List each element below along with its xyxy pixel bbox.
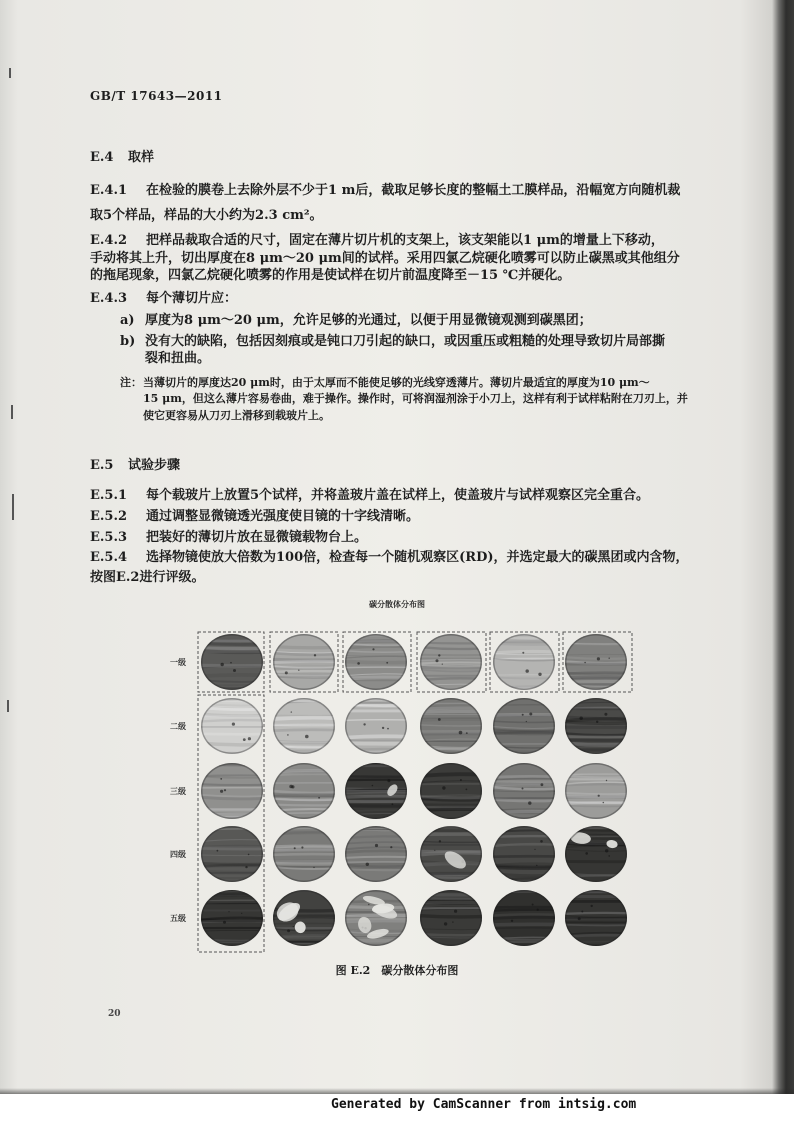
inclusion-speck [217,850,219,852]
inclusion-speck [526,669,529,672]
inclusion-speck [581,911,583,913]
inclusion-speck [223,921,226,924]
texture-streak [416,667,486,668]
inclusion-speck [526,721,527,722]
dispersion-sample-r4-c1 [197,825,267,882]
texture-streak [197,866,267,867]
texture-streak [197,848,267,849]
inclusion-speck [605,849,608,852]
texture-streak [561,681,631,682]
sample-texture [197,698,267,754]
inclusion-speck [291,785,294,788]
list-item-text-line: 裂和扭曲。 [145,351,211,366]
clause-text-line: 取5个样品，样品的大小约为2.3 cm²。 [90,208,323,223]
inclusion-speck [224,789,226,791]
inclusion-speck [248,737,251,740]
inclusion-speck [287,929,290,932]
texture-streak [341,919,411,920]
texture-streak [416,642,486,643]
texture-streak [416,830,486,831]
dispersion-sample-r3-c5 [489,763,559,819]
dispersion-sample-r1-c1 [197,632,267,690]
inclusion-speck [580,717,583,720]
texture-streak [489,799,559,801]
texture-streak [197,784,267,785]
list-item-text: 厚度为8 μm～20 μm，允许足够的光通过，以便于用显微镜观测到碳黑团； [145,313,592,328]
texture-streak [341,705,411,706]
inclusion-speck [248,854,250,856]
texture-streak [416,805,486,806]
list-item-text: 没有大的缺陷，包括因刻痕或是钝口刀引起的缺口，或因重压或粗糙的处理导致切片局部撕 [145,334,666,349]
inclusion-speck [368,904,369,905]
dispersion-sample-r2-c1 [197,698,267,754]
texture-streak [489,865,559,867]
inclusion-speck [434,850,435,851]
texture-streak [561,673,631,674]
sample-grid [197,632,631,946]
inclusion-speck [392,803,394,805]
row-label: 四级 [170,849,186,859]
clause-text: 通过调整显微镜透光强度使目镜的十字线清晰。 [146,509,420,524]
inclusion-speck [382,727,384,729]
dispersion-sample-r1-c6 [561,634,631,691]
inclusion-speck [538,673,541,676]
inclusion-speck [285,671,288,674]
dispersion-figure [150,620,650,960]
dispersion-sample-r1-c2 [269,634,339,690]
standard-number: GB/T 17643—2011 [90,89,223,103]
clause-text-line: 的拖尾现象，四氯乙烷硬化喷雾的作用是使试样在切片前温度降至－15 ℃并硬化。 [90,268,571,283]
inclusion-speck [578,917,581,920]
section-title: 取样 [128,150,155,165]
clause-text: 把装好的薄切片放在显微镜载物台上。 [146,530,368,545]
dispersion-sample-r2-c4 [416,698,486,754]
dispersion-sample-r2-c2 [269,698,339,754]
inclusion-speck [387,779,390,782]
inclusion-speck [606,780,607,781]
texture-streak [489,751,559,752]
inclusion-speck [541,783,544,786]
inclusion-speck [221,663,224,666]
inclusion-speck [452,921,453,922]
figure-caption: 图 E.2 碳分散体分布图 [335,964,459,977]
clause-e5-4 [90,550,689,566]
inclusion-speck [363,723,365,725]
dispersion-sample-r4-c2 [269,826,339,882]
dispersion-sample-r4-c6 [561,826,631,882]
clause-e4-2 [90,233,664,249]
inclusion-speck [287,734,289,736]
inclusion-speck [439,840,441,842]
texture-streak [561,684,631,685]
note-label: 注： [120,376,142,389]
texture-streak [489,687,559,688]
clause-number: E.4.2 [90,233,128,248]
list-marker: b) [120,334,136,349]
clause-text-line: 按图E.2进行评级。 [90,570,205,585]
inclusion-speck [294,847,296,849]
inclusion-speck [372,648,374,650]
clause-number: E.5.2 [90,509,128,524]
figure-title-small: 碳分散体分布图 [369,599,425,609]
inclusion-speck [232,723,235,726]
inclusion-speck [540,840,543,843]
texture-streak [489,910,559,911]
inclusion-speck [459,731,463,735]
inclusion-speck [511,920,513,922]
inclusion-speck [522,788,524,790]
texture-streak [416,908,486,909]
inclusion-speck [298,670,299,671]
texture-streak [197,704,267,706]
clause-number: E.5.4 [90,550,128,565]
texture-streak [341,736,411,738]
page-number: 20 [108,1009,121,1019]
scanner-footer: Generated by CamScanner from intsig.com [331,1097,637,1112]
inclusion-speck [522,714,524,716]
texture-streak [269,794,339,795]
dispersion-sample-r3-c6 [561,763,631,819]
texture-streak [341,921,411,922]
texture-streak [269,661,339,663]
texture-streak [489,856,559,857]
inclusion-speck [534,849,535,850]
dispersion-sample-r5-c2 [269,890,339,946]
inclusion-speck [442,786,445,789]
dispersion-sample-r4-c4 [416,826,486,882]
inclusion-speck [442,664,443,665]
note-text-line: 15 μm，但这么薄片容易卷曲，难于操作。操作时，可将润湿剂涂于小刀上，这样有利于试样粘附在刀刃上，并 [143,392,688,405]
dispersion-sample-r2-c5 [489,696,559,754]
section-heading-e5 [90,458,180,474]
section-number: E.4 [90,150,114,165]
inclusion-speck [522,652,524,654]
inclusion-speck [532,904,534,906]
texture-streak [416,915,486,917]
texture-streak [197,648,267,649]
texture-streak [489,924,559,925]
inclusion-speck [537,909,539,911]
clause-number: E.5.3 [90,530,128,545]
inclusion-speck [357,662,360,665]
texture-streak [269,668,339,669]
texture-streak [489,811,559,813]
inclusion-speck [220,790,223,793]
inclusion-speck [301,846,303,848]
texture-streak [197,743,267,745]
inclusion-speck [228,911,229,912]
inclusion-speck [584,662,586,664]
inclusion-speck [585,852,588,855]
texture-streak [489,632,559,634]
dispersion-sample-r5-c4 [416,890,486,946]
inclusion-speck [609,658,610,659]
list-marker: a) [120,313,135,328]
inclusion-speck [372,785,374,787]
texture-streak [197,878,267,879]
section-title: 试验步骤 [128,458,181,473]
inclusion-speck [536,865,537,866]
texture-streak [341,720,411,721]
row-labels [170,657,186,923]
inclusion-speck [466,732,468,734]
texture-streak [489,914,559,916]
clause-number: E.4.3 [90,291,128,306]
inclusion-speck [598,795,600,797]
inclusion-speck [241,913,242,914]
clause-text: 每个薄切片应： [146,291,238,306]
texture-streak [561,925,631,926]
clause-e5-3 [90,530,367,546]
texture-streak [341,796,411,797]
inclusion-speck [460,779,462,781]
texture-streak [197,632,267,634]
inclusion-speck [604,713,607,716]
inclusion-speck [529,713,532,716]
clause-text-line: 手动将其上升，切出厚度在8 μm～20 μm间的试样。采用四氯乙烷硬化喷雾可以防止碳黑或其他组分 [90,251,680,266]
inclusion-speck [305,735,309,739]
clause-text: 在检验的膜卷上去除外层不少于1 m后，截取足够长度的整幅土工膜样品，沿幅宽方向随机裁 [146,183,681,198]
inclusion-speck [466,789,468,791]
inclusion-speck [438,654,440,656]
texture-streak [489,696,559,698]
inclusion-speck [608,855,610,857]
dispersion-sample-r5-c1 [197,890,267,946]
texture-streak [561,843,631,845]
dispersion-sample-r1-c4 [416,634,486,690]
texture-streak [416,719,486,720]
inclusion-speck [233,669,236,672]
inclusion-speck [318,797,320,799]
inclusion-speck [245,866,247,868]
inclusion-speck [603,802,605,804]
clause-e5-1 [90,488,649,504]
texture-streak [341,862,411,863]
inclusion-speck [386,662,388,664]
texture-streak [416,711,486,712]
texture-streak [269,846,339,847]
texture-streak [561,743,631,745]
texture-streak [489,907,559,908]
texture-streak [489,882,559,884]
texture-streak [341,667,411,668]
texture-streak [489,938,559,939]
dispersion-sample-r5-c3 [341,890,411,946]
inclusion-speck [390,846,392,848]
sample-texture [416,826,486,882]
inclusion-speck [293,926,294,927]
texture-streak [489,733,559,734]
dispersion-sample-r2-c3 [341,698,411,754]
texture-streak [489,786,559,787]
note [120,376,650,390]
texture-streak [416,898,486,899]
inclusion-speck [366,863,369,866]
clause-text: 每个载玻片上放置5个试样，并将盖玻片盖在试样上，使盖玻片与试样观察区完全重合。 [146,488,650,503]
clause-text: 选择物镜使放大倍数为100倍，检查每一个随机观察区(RD)，并选定最大的碳黑团或内含物， [146,550,689,565]
dispersion-sample-r1-c5 [489,632,559,690]
inclusion-speck [243,738,246,741]
section-number: E.5 [90,458,114,473]
inclusion-speck [387,728,389,730]
inclusion-speck [454,910,457,913]
texture-streak [416,874,486,875]
inclusion-speck [313,867,314,868]
texture-streak [489,732,559,733]
texture-streak [561,913,631,914]
texture-streak [269,863,339,864]
dispersion-sample-r5-c5 [489,890,559,946]
dispersion-sample-r3-c2 [269,763,339,820]
texture-streak [197,716,267,717]
inclusion-speck [291,711,292,712]
texture-streak [269,854,339,855]
inclusion-speck [596,721,598,723]
inclusion-speck [444,922,447,925]
texture-streak [269,730,339,731]
texture-streak [341,661,411,662]
clause-number: E.4.1 [90,183,128,198]
texture-streak [561,796,631,797]
row-label: 一级 [170,657,186,667]
texture-streak [489,917,559,919]
list-item-a [120,313,592,329]
texture-streak [341,865,411,866]
dispersion-sample-r5-c6 [561,890,631,946]
texture-streak [416,747,486,749]
dispersion-sample-r3-c1 [197,763,267,820]
texture-streak [561,896,631,897]
texture-streak [561,784,631,785]
inclusion-speck [436,659,439,662]
inclusion-speck [591,905,593,907]
row-label: 五级 [170,913,186,923]
texture-streak [269,937,339,938]
list-item-b [120,334,665,350]
note-text: 当薄切片的厚度达20 μm时，由于太厚而不能使足够的光线穿透薄片。薄切片最适宜的厚度为10 μm～ [143,376,650,389]
dispersion-sample-r4-c3 [341,826,411,882]
texture-streak [416,784,486,785]
dispersion-sample-r3-c4 [416,763,486,820]
texture-streak [416,810,486,811]
clause-e4-3 [90,291,237,307]
inclusion-speck [375,844,378,847]
texture-streak [197,643,267,644]
texture-streak [197,675,267,677]
clause-text: 把样品裁取合适的尺寸，固定在薄片切片机的支架上，该支架能以1 μm的增量上下移动， [146,233,664,248]
texture-streak [269,804,339,805]
dispersion-sample-r1-c3 [341,634,411,692]
texture-streak [561,935,631,937]
inclusion-speck [220,778,222,780]
inclusion-speck [230,662,232,664]
texture-streak [489,675,559,676]
inclusion-speck [438,718,441,721]
note-text-line: 使它更容易从刀刃上滑移到载玻片上。 [143,409,330,422]
clause-e5-2 [90,509,419,525]
clause-e4-1 [90,183,680,199]
clause-number: E.5.1 [90,488,128,503]
inclusion-speck [314,654,316,656]
inclusion-speck [528,801,531,804]
dispersion-sample-r2-c6 [561,698,631,754]
section-heading-e4 [90,150,154,166]
texture-streak [416,660,486,661]
dispersion-sample-r4-c5 [489,826,559,884]
texture-streak [269,718,339,720]
row-label: 三级 [170,786,186,796]
texture-streak [341,868,411,869]
row-label: 二级 [170,721,186,731]
inclusion-speck [597,657,600,660]
dispersion-sample-r3-c3 [341,763,411,819]
texture-streak [489,776,559,777]
